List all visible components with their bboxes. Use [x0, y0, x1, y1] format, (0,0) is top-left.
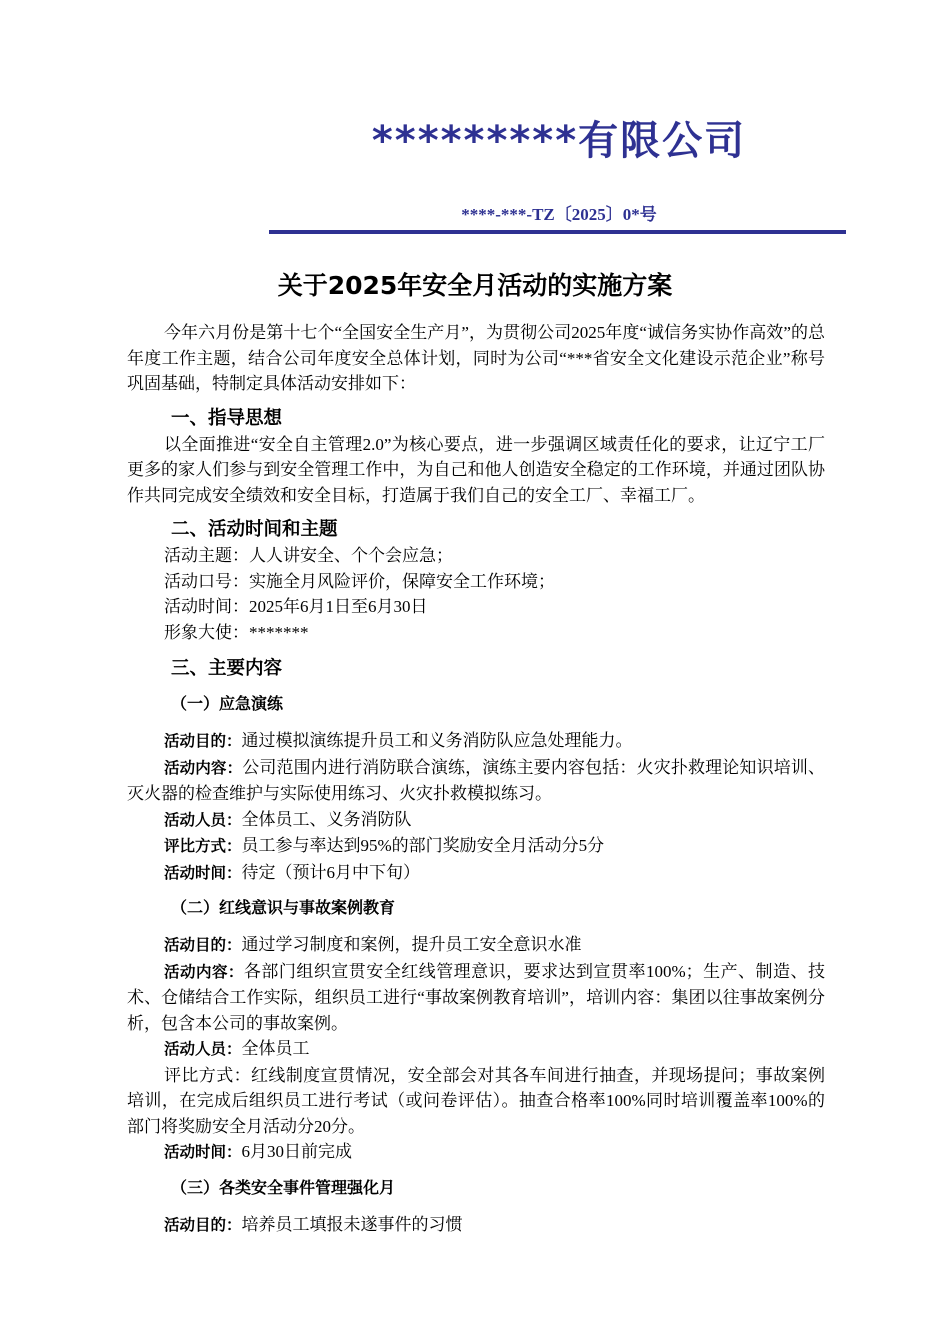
sub2-purpose	[127, 932, 825, 959]
company-name: *********有限公司	[371, 118, 747, 164]
sub1-time	[127, 860, 825, 887]
sub1-content-label: 活动内容：	[164, 758, 243, 777]
spacer	[127, 716, 825, 728]
sub2-purpose-text: 通过学习制度和案例，提升员工安全意识水准	[241, 935, 582, 954]
activity-period: 活动时间：2025年6月1日至6月30日	[164, 597, 428, 616]
sub1-purpose	[127, 728, 825, 755]
sub2-staff	[127, 1036, 825, 1063]
sub1-time-text: 待定（预计6月中下旬）	[241, 862, 421, 882]
sub1-eval-label: 评比方式：	[164, 837, 242, 855]
document-body	[127, 320, 825, 1238]
activity-ambassador: 形象大使：*******	[164, 622, 309, 642]
section2-heading: 二、活动时间和主题	[171, 519, 338, 540]
sub2-purpose-label: 活动目的：	[164, 936, 242, 954]
spacer	[127, 1200, 825, 1212]
sub3-purpose-label: 活动目的：	[164, 1215, 242, 1234]
spacer	[127, 920, 825, 932]
sub3-purpose	[127, 1212, 825, 1239]
sub1-staff-label: 活动人员：	[164, 810, 242, 829]
sub2-time-text: 6月30日前完成	[241, 1142, 353, 1161]
sub1-staff	[127, 807, 825, 834]
section3-heading: 三、主要内容	[171, 658, 283, 679]
sub2-time-label: 活动时间：	[164, 1143, 242, 1161]
sub2-content-text: 各部门组织宣贯安全红线管理意识，要求达到宣贯率100%；生产、制造、技术、仓储结合工作实际，组织员工进行“事故案例教育培训”，培训内容：集团以往事故案例分析，包含本公司的事故案例。	[127, 961, 825, 1033]
sub2-time	[127, 1139, 825, 1166]
sub1-purpose-text: 通过模拟演练提升员工和义务消防队应急处理能力。	[241, 731, 633, 750]
header-rule	[269, 230, 846, 234]
sub1-eval-text: 员工参与率达到95%的部门奖励安全月活动分5分	[241, 836, 605, 855]
activity-slogan: 活动口号：实施全月风险评价，保障安全工作环境；	[164, 571, 555, 591]
sub3-heading: （三）各类安全事件管理强化月	[171, 1177, 396, 1197]
sub1-time-label: 活动时间：	[164, 863, 242, 882]
sub1-staff-text: 全体员工、义务消防队	[241, 809, 412, 829]
sub1-heading: （一）应急演练	[171, 694, 284, 713]
sub2-content-label: 活动内容：	[164, 962, 244, 981]
sub2-staff-label: 活动人员：	[164, 1040, 242, 1058]
intro-paragraph: 今年六月份是第十七个“全国安全生产月”，为贯彻公司2025年度“诚信务实协作高效”的总年度工作主题，结合公司年度安全总体计划，同时为公司“***省安全文化建设示范企业”称号巩固基础，特制定具体活动安排如下：	[127, 323, 825, 393]
sub1-content-text: 公司范围内进行消防联合演练，演练主要内容包括：火灾扑救理论知识培训、灭火器的检查维护与实际使用练习、火灾扑救模拟练习。	[127, 757, 825, 803]
activity-theme: 活动主题：人人讲安全、个个会应急；	[164, 546, 453, 565]
sub3-purpose-text: 培养员工填报未遂事件的习惯	[241, 1214, 463, 1234]
sub2-staff-text: 全体员工	[241, 1039, 310, 1058]
document-title: 关于2025年安全月活动的实施方案	[277, 271, 673, 300]
sub1-eval	[127, 833, 825, 860]
section1-paragraph: 以全面推进“安全自主管理2.0”为核心要点，进一步强调区域责任化的要求，让辽宁工厂更多的家人们参与到安全管理工作中，为自己和他人创造安全稳定的工作环境，并通过团队协作共同完成安全绩效和安全目标，打造属于我们自己的安全工厂、幸福工厂。	[127, 434, 825, 505]
document-number: ****-***-TZ〔2025〕0*号	[461, 205, 657, 224]
sub2-eval: 评比方式：红线制度宣贯情况，安全部会对其各车间进行抽查，并现场提问；事故案例培训，在完成后组织员工进行考试（或问卷评估）。抽查合格率100%同时培训覆盖率100%的部门将奖励安全月活动分20分。	[127, 1065, 825, 1136]
sub2-heading: （二）红线意识与事故案例教育	[171, 898, 396, 917]
sub2-content	[127, 959, 825, 1037]
sub1-content	[127, 755, 825, 807]
sub1-purpose-label: 活动目的：	[164, 732, 242, 750]
section1-heading: 一、指导思想	[171, 407, 283, 429]
